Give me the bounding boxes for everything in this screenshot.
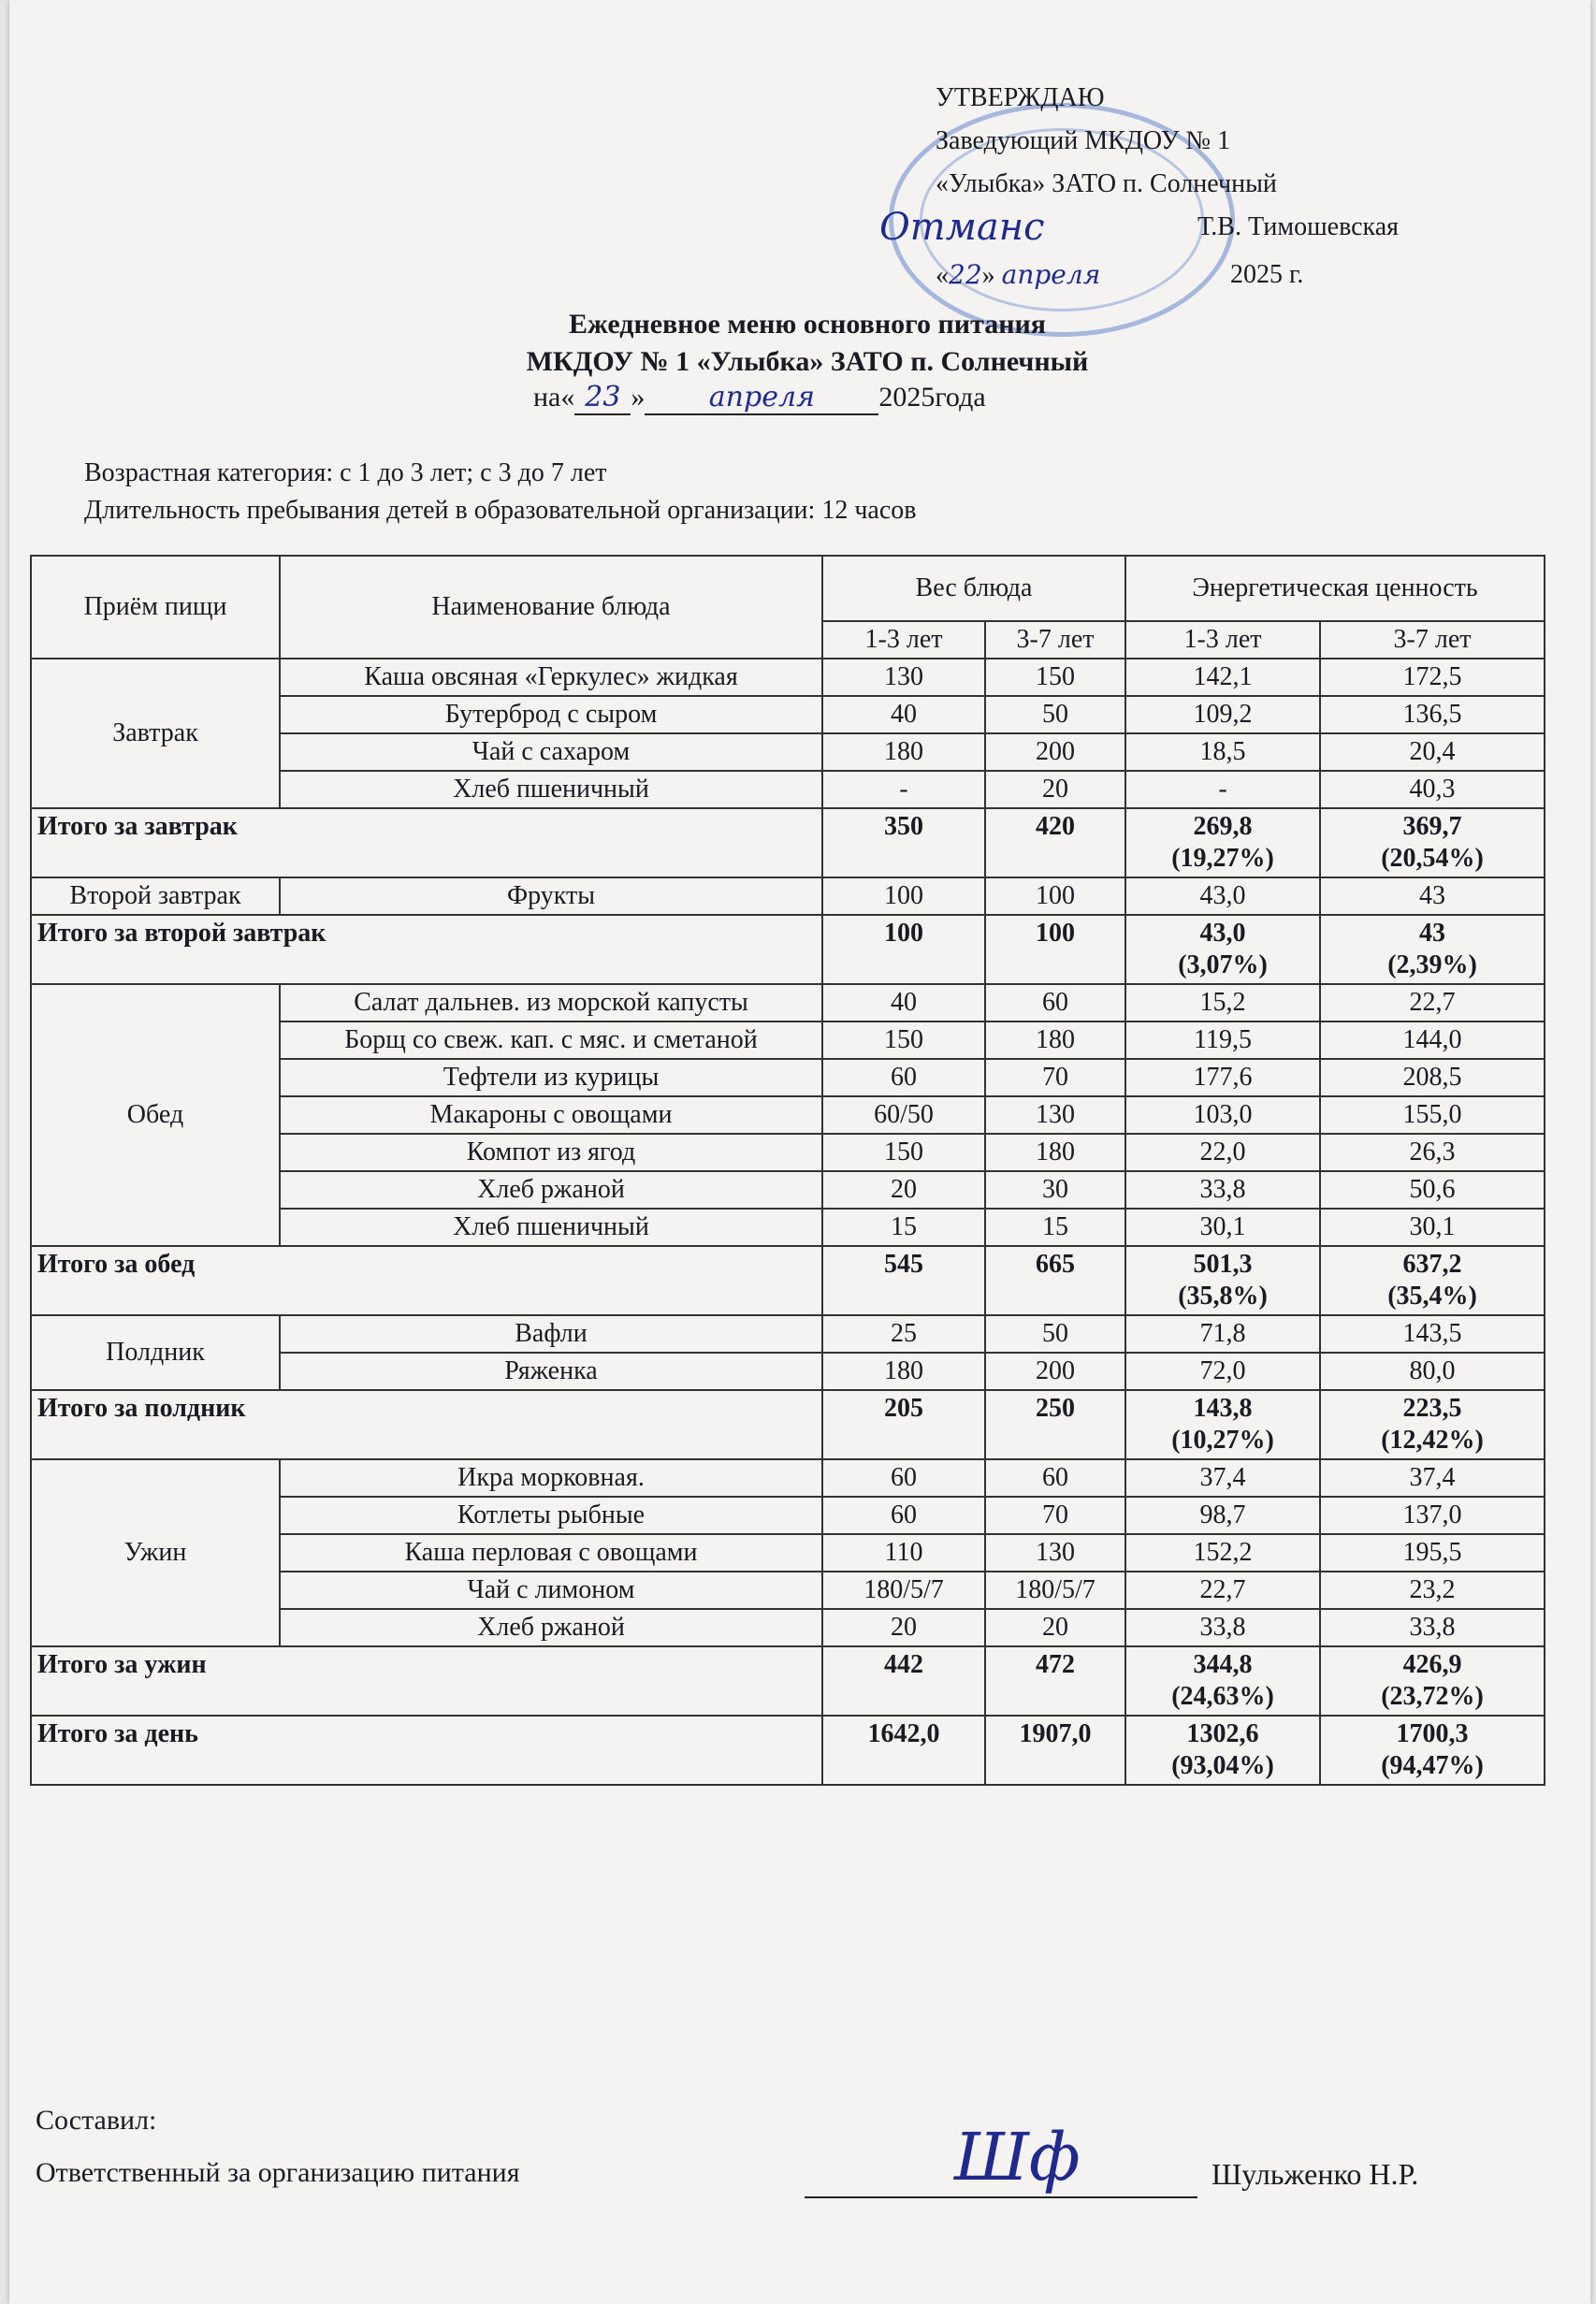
total-energy bbox=[1125, 1716, 1320, 1785]
responsible-label: Ответственный за организацию питания bbox=[36, 2157, 520, 2188]
table-row bbox=[31, 1459, 1545, 1497]
meal-name: Второй завтрак bbox=[31, 877, 280, 915]
day-total-row bbox=[31, 1716, 1545, 1785]
total-energy-value: 1302,6 bbox=[1186, 1719, 1259, 1748]
dish-value: 195,5 bbox=[1320, 1534, 1545, 1572]
menu-day: 23 bbox=[574, 381, 631, 415]
total-weight: 205 bbox=[822, 1390, 985, 1459]
table-row bbox=[31, 659, 1545, 696]
meal-name: Завтрак bbox=[31, 659, 280, 808]
dish-value: 180/5/7 bbox=[822, 1572, 985, 1609]
dish-value: 208,5 bbox=[1320, 1059, 1545, 1096]
dish-name: Макароны с овощами bbox=[280, 1096, 822, 1134]
dish-value: 33,8 bbox=[1125, 1171, 1320, 1209]
dish-value: 130 bbox=[822, 659, 985, 696]
dish-name: Хлеб ржаной bbox=[280, 1609, 822, 1646]
dish-name: Борщ со свеж. кап. с мяс. и сметаной bbox=[280, 1022, 822, 1059]
approval-signatory: Т.В. Тимошевская bbox=[1197, 212, 1400, 241]
total-energy-percent: (94,47%) bbox=[1381, 1751, 1484, 1780]
dish-value: 98,7 bbox=[1125, 1497, 1320, 1534]
total-energy-value: 369,7 bbox=[1402, 812, 1462, 841]
stay-duration: Длительность пребывания детей в образовательной организации: 12 часов bbox=[84, 496, 917, 525]
dish-value: 152,2 bbox=[1125, 1534, 1320, 1572]
compiled-label: Составил: bbox=[36, 2105, 157, 2136]
dish-name: Котлеты рыбные bbox=[280, 1497, 822, 1534]
dish-value: 180 bbox=[985, 1134, 1125, 1171]
total-energy-percent: (10,27%) bbox=[1171, 1426, 1274, 1455]
director-signature-icon: Отманс bbox=[879, 206, 1045, 249]
dish-name: Чай с лимоном bbox=[280, 1572, 822, 1609]
dish-value: 20 bbox=[985, 1609, 1125, 1646]
header-age1: 1-3 лет bbox=[822, 621, 985, 659]
total-energy bbox=[1320, 1390, 1545, 1459]
dish-name: Компот из ягод bbox=[280, 1134, 822, 1171]
total-energy bbox=[1125, 1646, 1320, 1716]
total-energy bbox=[1125, 915, 1320, 984]
dish-value: 37,4 bbox=[1125, 1459, 1320, 1497]
total-weight: 420 bbox=[985, 808, 1125, 877]
total-weight: 545 bbox=[822, 1246, 985, 1315]
total-label: Итого за день bbox=[31, 1716, 822, 1785]
header-meal: Приём пищи bbox=[31, 556, 280, 659]
total-energy-percent: (19,27%) bbox=[1171, 844, 1274, 873]
dish-value: 43,0 bbox=[1125, 877, 1320, 915]
dish-name: Каша перловая с овощами bbox=[280, 1534, 822, 1572]
total-energy-percent: (93,04%) bbox=[1171, 1751, 1274, 1780]
dish-value: 200 bbox=[985, 733, 1125, 771]
dish-name: Хлеб ржаной bbox=[280, 1171, 822, 1209]
total-energy-value: 344,8 bbox=[1193, 1650, 1253, 1679]
total-energy-value: 43,0 bbox=[1199, 919, 1246, 948]
approval-block bbox=[879, 77, 1400, 297]
dish-value: 20 bbox=[985, 771, 1125, 808]
total-row bbox=[31, 1246, 1545, 1315]
total-label: Итого за обед bbox=[31, 1246, 822, 1315]
table-row bbox=[31, 1315, 1545, 1353]
approval-year: 2025 г. bbox=[1230, 260, 1304, 289]
total-row bbox=[31, 915, 1545, 984]
dish-value: 33,8 bbox=[1125, 1609, 1320, 1646]
total-energy-value: 426,9 bbox=[1402, 1650, 1462, 1679]
total-energy-percent: (12,42%) bbox=[1381, 1426, 1484, 1455]
dish-value: 100 bbox=[822, 877, 985, 915]
dish-value: - bbox=[1125, 771, 1320, 808]
dish-value: 60 bbox=[822, 1497, 985, 1534]
header-weight: Вес блюда bbox=[822, 556, 1125, 621]
dish-value: 150 bbox=[985, 659, 1125, 696]
dish-value: 103,0 bbox=[1125, 1096, 1320, 1134]
total-weight: 100 bbox=[822, 915, 985, 984]
menu-date: на« 23 » апреля 2025года bbox=[533, 381, 986, 413]
age-category: Возрастная категория: с 1 до 3 лет; с 3 до 7 лет bbox=[84, 458, 607, 487]
dish-name: Вафли bbox=[280, 1315, 822, 1353]
total-energy bbox=[1320, 1646, 1545, 1716]
dish-value: 22,7 bbox=[1320, 984, 1545, 1022]
dish-value: 22,0 bbox=[1125, 1134, 1320, 1171]
total-energy bbox=[1320, 1246, 1545, 1315]
doc-title-line2: МКДОУ № 1 «Улыбка» ЗАТО п. Солнечный bbox=[526, 346, 1089, 377]
total-weight: 350 bbox=[822, 808, 985, 877]
dish-value: 142,1 bbox=[1125, 659, 1320, 696]
dish-value: 40,3 bbox=[1320, 771, 1545, 808]
total-energy-percent: (3,07%) bbox=[1178, 950, 1268, 979]
total-energy bbox=[1320, 808, 1545, 877]
dish-value: 136,5 bbox=[1320, 696, 1545, 733]
dish-name: Салат дальнев. из морской капусты bbox=[280, 984, 822, 1022]
dish-value: 25 bbox=[822, 1315, 985, 1353]
total-energy-percent: (35,8%) bbox=[1178, 1282, 1268, 1311]
dish-value: 80,0 bbox=[1320, 1353, 1545, 1390]
dish-value: 110 bbox=[822, 1534, 985, 1572]
total-energy-value: 143,8 bbox=[1193, 1394, 1253, 1423]
dish-value: 23,2 bbox=[1320, 1572, 1545, 1609]
menu-month: апреля bbox=[645, 381, 878, 415]
approval-signature-line bbox=[879, 206, 1400, 254]
dish-value: 130 bbox=[985, 1534, 1125, 1572]
total-energy-value: 269,8 bbox=[1193, 812, 1253, 841]
dish-value: 70 bbox=[985, 1497, 1125, 1534]
meal-name: Обед bbox=[31, 984, 280, 1246]
total-label: Итого за полдник bbox=[31, 1390, 822, 1459]
dish-value: 200 bbox=[985, 1353, 1125, 1390]
dish-value: 40 bbox=[822, 984, 985, 1022]
header-dish: Наименование блюда bbox=[280, 556, 822, 659]
header-age4: 3-7 лет bbox=[1320, 621, 1545, 659]
table-row bbox=[31, 877, 1545, 915]
total-energy-percent: (35,4%) bbox=[1387, 1282, 1477, 1311]
total-energy bbox=[1320, 915, 1545, 984]
total-row bbox=[31, 1646, 1545, 1716]
signature-line bbox=[805, 2196, 1197, 2198]
dish-value: 71,8 bbox=[1125, 1315, 1320, 1353]
dish-name: Каша овсяная «Геркулес» жидкая bbox=[280, 659, 822, 696]
dish-value: 150 bbox=[822, 1022, 985, 1059]
dish-value: 40 bbox=[822, 696, 985, 733]
dish-value: 172,5 bbox=[1320, 659, 1545, 696]
dish-value: 30,1 bbox=[1125, 1209, 1320, 1246]
dish-value: 60 bbox=[822, 1459, 985, 1497]
header-age2: 3-7 лет bbox=[985, 621, 1125, 659]
dish-value: 15 bbox=[985, 1209, 1125, 1246]
dish-name: Ряженка bbox=[280, 1353, 822, 1390]
total-energy-percent: (23,72%) bbox=[1381, 1682, 1484, 1711]
meal-name: Ужин bbox=[31, 1459, 280, 1646]
dish-value: 22,7 bbox=[1125, 1572, 1320, 1609]
dish-value: 109,2 bbox=[1125, 696, 1320, 733]
total-energy bbox=[1320, 1716, 1545, 1785]
dish-value: 37,4 bbox=[1320, 1459, 1545, 1497]
total-label: Итого за завтрак bbox=[31, 808, 822, 877]
total-weight: 250 bbox=[985, 1390, 1125, 1459]
approval-date: «22» апреля 2025 г. bbox=[936, 254, 1277, 297]
dish-value: 50,6 bbox=[1320, 1171, 1545, 1209]
total-energy-value: 223,5 bbox=[1402, 1394, 1462, 1423]
approval-day: 22 bbox=[949, 259, 982, 290]
dish-value: 144,0 bbox=[1320, 1022, 1545, 1059]
approval-position: Заведующий МКДОУ № 1 bbox=[936, 126, 1231, 155]
dish-name: Икра морковная. bbox=[280, 1459, 822, 1497]
total-energy bbox=[1125, 1246, 1320, 1315]
dish-value: 180 bbox=[822, 733, 985, 771]
dish-value: 20 bbox=[822, 1609, 985, 1646]
total-row bbox=[31, 808, 1545, 877]
dish-value: 60 bbox=[985, 1459, 1125, 1497]
total-energy-percent: (20,54%) bbox=[1381, 844, 1484, 873]
total-weight: 1642,0 bbox=[822, 1716, 985, 1785]
dish-value: 50 bbox=[985, 1315, 1125, 1353]
dish-value: 20,4 bbox=[1320, 733, 1545, 771]
dish-value: 143,5 bbox=[1320, 1315, 1545, 1353]
total-energy-percent: (24,63%) bbox=[1171, 1682, 1274, 1711]
dish-value: 130 bbox=[985, 1096, 1125, 1134]
dish-value: 180 bbox=[985, 1022, 1125, 1059]
header-energy: Энергетическая ценность bbox=[1125, 556, 1545, 621]
total-weight: 665 bbox=[985, 1246, 1125, 1315]
dish-name: Хлеб пшеничный bbox=[280, 1209, 822, 1246]
approval-month: апреля bbox=[1001, 259, 1101, 290]
dish-value: 180/5/7 bbox=[985, 1572, 1125, 1609]
table-row bbox=[31, 984, 1545, 1022]
meal-name: Полдник bbox=[31, 1315, 280, 1390]
total-label: Итого за второй завтрак bbox=[31, 915, 822, 984]
total-row bbox=[31, 1390, 1545, 1459]
approval-org: «Улыбка» ЗАТО п. Солнечный bbox=[936, 169, 1277, 198]
total-energy-value: 1700,3 bbox=[1396, 1719, 1469, 1748]
menu-table bbox=[30, 555, 1545, 1786]
dish-value: 180 bbox=[822, 1353, 985, 1390]
total-energy-value: 637,2 bbox=[1402, 1250, 1462, 1279]
dish-value: 100 bbox=[985, 877, 1125, 915]
dish-value: 15 bbox=[822, 1209, 985, 1246]
dish-value: 43 bbox=[1320, 877, 1545, 915]
dish-value: 26,3 bbox=[1320, 1134, 1545, 1171]
dish-value: 30 bbox=[985, 1171, 1125, 1209]
dish-name: Тефтели из курицы bbox=[280, 1059, 822, 1096]
dish-value: 70 bbox=[985, 1059, 1125, 1096]
dish-value: 177,6 bbox=[1125, 1059, 1320, 1096]
dish-value: 137,0 bbox=[1320, 1497, 1545, 1534]
total-weight: 472 bbox=[985, 1646, 1125, 1716]
total-weight: 1907,0 bbox=[985, 1716, 1125, 1785]
dish-name: Фрукты bbox=[280, 877, 822, 915]
approval-heading: УТВЕРЖДАЮ bbox=[936, 83, 1105, 112]
total-energy-value: 501,3 bbox=[1193, 1250, 1253, 1279]
document-sheet bbox=[9, 0, 1590, 2304]
dish-value: - bbox=[822, 771, 985, 808]
dish-value: 60 bbox=[985, 984, 1125, 1022]
dish-value: 50 bbox=[985, 696, 1125, 733]
dish-value: 33,8 bbox=[1320, 1609, 1545, 1646]
total-label: Итого за ужин bbox=[31, 1646, 822, 1716]
dish-value: 30,1 bbox=[1320, 1209, 1545, 1246]
dish-value: 119,5 bbox=[1125, 1022, 1320, 1059]
dish-name: Бутерброд с сыром bbox=[280, 696, 822, 733]
total-weight: 100 bbox=[985, 915, 1125, 984]
dish-value: 155,0 bbox=[1320, 1096, 1545, 1134]
total-weight: 442 bbox=[822, 1646, 985, 1716]
dish-value: 18,5 bbox=[1125, 733, 1320, 771]
total-energy-value: 43 bbox=[1419, 919, 1446, 948]
total-energy bbox=[1125, 1390, 1320, 1459]
header-age3: 1-3 лет bbox=[1125, 621, 1320, 659]
dish-value: 60 bbox=[822, 1059, 985, 1096]
dish-value: 72,0 bbox=[1125, 1353, 1320, 1390]
dish-value: 150 bbox=[822, 1134, 985, 1171]
total-energy-percent: (2,39%) bbox=[1387, 950, 1477, 979]
responsible-signature-icon: Шф bbox=[954, 2119, 1081, 2195]
responsible-name: Шульженко Н.Р. bbox=[1212, 2157, 1419, 2191]
doc-title-line1: Ежедневное меню основного питания bbox=[568, 309, 1046, 340]
dish-value: 15,2 bbox=[1125, 984, 1320, 1022]
dish-value: 20 bbox=[822, 1171, 985, 1209]
dish-name: Хлеб пшеничный bbox=[280, 771, 822, 808]
dish-name: Чай с сахаром bbox=[280, 733, 822, 771]
dish-value: 60/50 bbox=[822, 1096, 985, 1134]
total-energy bbox=[1125, 808, 1320, 877]
